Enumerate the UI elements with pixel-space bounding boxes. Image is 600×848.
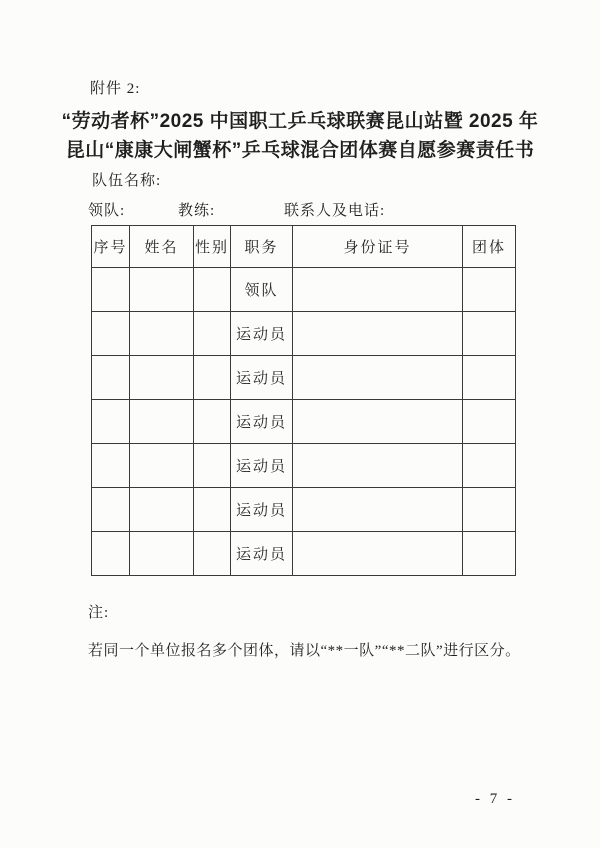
group-cell xyxy=(463,356,516,400)
table-row xyxy=(92,312,516,356)
gender-cell xyxy=(194,488,231,532)
role-cell: 运动员 xyxy=(231,532,293,576)
gender-cell xyxy=(194,312,231,356)
id-number-cell xyxy=(293,312,463,356)
role-cell: 领队 xyxy=(231,268,293,312)
number-cell xyxy=(92,312,130,356)
name-cell xyxy=(130,312,194,356)
note-text: 若同一个单位报名多个团体，请以“**一队”“**二队”进行区分。 xyxy=(88,643,521,659)
team-name-label: 队伍名称: xyxy=(92,173,162,189)
number-cell xyxy=(92,400,130,444)
table-row xyxy=(92,356,516,400)
role-cell: 运动员 xyxy=(231,400,293,444)
number-cell xyxy=(92,356,130,400)
id-number-cell xyxy=(293,268,463,312)
title-line-1: “劳动者杯”2025 中国职工乒乓球联赛昆山站暨 2025 年 xyxy=(61,111,539,132)
id-number-cell xyxy=(293,444,463,488)
name-cell xyxy=(130,268,194,312)
name-cell xyxy=(130,400,194,444)
name-cell xyxy=(130,356,194,400)
table-row xyxy=(92,444,516,488)
id-number-cell xyxy=(293,532,463,576)
number-cell xyxy=(92,444,130,488)
gender-cell xyxy=(194,400,231,444)
note-label: 注: xyxy=(88,605,110,621)
number-cell xyxy=(92,268,130,312)
group-cell xyxy=(463,488,516,532)
info-row xyxy=(88,199,386,220)
number-cell xyxy=(92,532,130,576)
contact-label: 联系人及电话: xyxy=(284,203,386,219)
column-header-group: 团体 xyxy=(463,226,516,268)
id-number-cell xyxy=(293,400,463,444)
name-cell xyxy=(130,488,194,532)
role-cell: 运动员 xyxy=(231,312,293,356)
title-line-2: 昆山“康康大闸蟹杯”乒乓球混合团体赛自愿参赛责任书 xyxy=(65,139,535,161)
name-cell xyxy=(130,444,194,488)
group-cell xyxy=(463,268,516,312)
table-row xyxy=(92,400,516,444)
group-cell xyxy=(463,400,516,444)
coach-label: 教练: xyxy=(178,203,216,219)
attachment-label: 附件 2: xyxy=(90,81,141,97)
table-row xyxy=(92,268,516,312)
page-number: - 7 - xyxy=(475,791,515,807)
role-cell: 运动员 xyxy=(231,356,293,400)
table-header-row xyxy=(92,226,516,268)
role-cell: 运动员 xyxy=(231,488,293,532)
document-title xyxy=(60,108,540,165)
column-header-id-number: 身份证号 xyxy=(293,226,463,268)
leader-label: 领队: xyxy=(88,203,126,219)
gender-cell xyxy=(194,444,231,488)
table-row xyxy=(92,532,516,576)
id-number-cell xyxy=(293,488,463,532)
number-cell xyxy=(92,488,130,532)
column-header-number: 序号 xyxy=(92,226,130,268)
table-row xyxy=(92,488,516,532)
name-cell xyxy=(130,532,194,576)
roster-table xyxy=(91,225,516,576)
column-header-role: 职务 xyxy=(231,226,293,268)
role-cell: 运动员 xyxy=(231,444,293,488)
group-cell xyxy=(463,312,516,356)
column-header-name: 姓名 xyxy=(130,226,194,268)
column-header-gender: 性别 xyxy=(194,226,231,268)
group-cell xyxy=(463,532,516,576)
gender-cell xyxy=(194,268,231,312)
gender-cell xyxy=(194,532,231,576)
id-number-cell xyxy=(293,356,463,400)
gender-cell xyxy=(194,356,231,400)
group-cell xyxy=(463,444,516,488)
